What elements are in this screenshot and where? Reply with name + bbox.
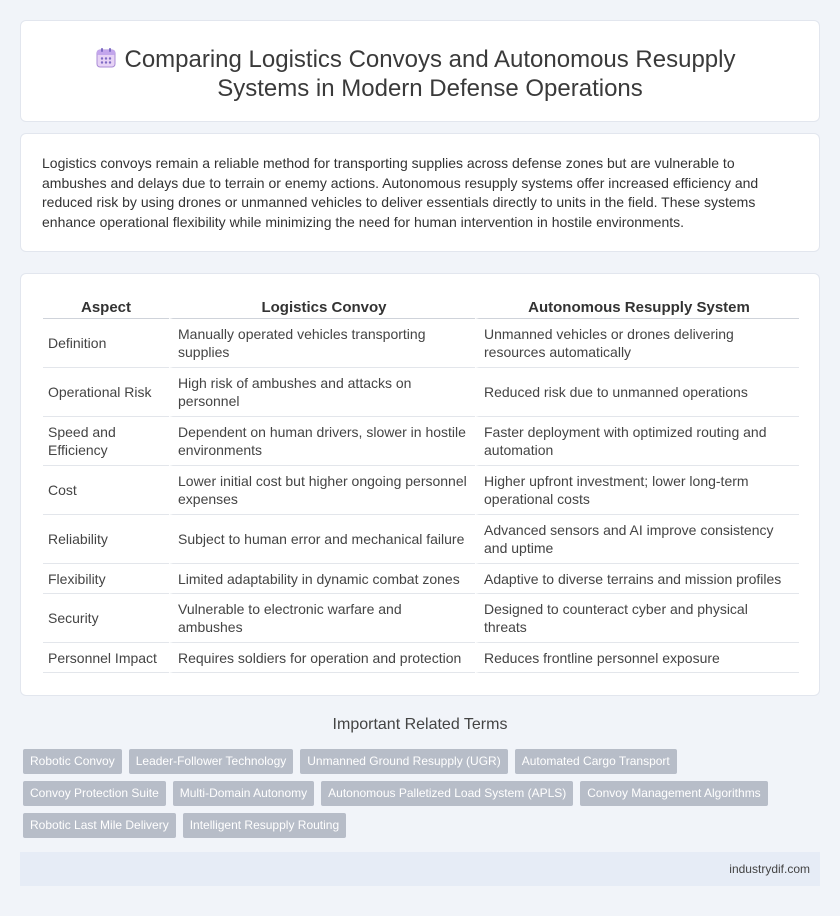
convoy-cell: Subject to human error and mechanical failure bbox=[169, 515, 475, 564]
related-term-tag[interactable]: Intelligent Resupply Routing bbox=[183, 813, 346, 838]
table-row bbox=[43, 515, 799, 564]
related-term-tag[interactable]: Multi-Domain Autonomy bbox=[173, 781, 314, 806]
comparison-table bbox=[43, 296, 799, 673]
related-term-tag[interactable]: Autonomous Palletized Load System (APLS) bbox=[321, 781, 573, 806]
footer-site-label[interactable]: industrydif.com bbox=[729, 862, 810, 876]
table-row bbox=[43, 564, 799, 594]
aspect-cell: Operational Risk bbox=[43, 368, 169, 417]
aspect-cell: Security bbox=[43, 594, 169, 643]
table-header-row bbox=[43, 296, 799, 319]
tag-row bbox=[23, 749, 783, 781]
tag-row bbox=[23, 813, 783, 845]
title-card bbox=[20, 20, 820, 122]
column-header-aspect: Aspect bbox=[43, 296, 169, 319]
aspect-cell: Personnel Impact bbox=[43, 643, 169, 673]
aspect-cell: Reliability bbox=[43, 515, 169, 564]
autonomous-cell: Faster deployment with optimized routing and automation bbox=[475, 417, 799, 466]
intro-paragraph: Logistics convoys remain a reliable method for transporting supplies across defense zones but are vulnerable to ambushes and delays due to terrain or enemy actions. Autonomous resupply systems offer increased efficiency and reduced risk by using drones or unmanned vehicles to deliver essentials directly to units in the field. These systems enhance operational flexibility while minimizing the need for human intervention in hostile environments. bbox=[42, 155, 759, 230]
column-header-convoy: Logistics Convoy bbox=[169, 296, 475, 319]
related-terms-list bbox=[23, 749, 783, 845]
related-term-tag[interactable]: Leader-Follower Technology bbox=[129, 749, 294, 774]
table-row bbox=[43, 319, 799, 368]
convoy-cell: High risk of ambushes and attacks on personnel bbox=[169, 368, 475, 417]
convoy-cell: Requires soldiers for operation and protection bbox=[169, 643, 475, 673]
aspect-cell: Flexibility bbox=[43, 564, 169, 594]
table-row bbox=[43, 594, 799, 643]
convoy-cell: Lower initial cost but higher ongoing personnel expenses bbox=[169, 466, 475, 515]
autonomous-cell: Unmanned vehicles or drones delivering resources automatically bbox=[475, 319, 799, 368]
footer bbox=[20, 852, 820, 886]
aspect-cell: Speed and Efficiency bbox=[43, 417, 169, 466]
related-term-tag[interactable]: Convoy Management Algorithms bbox=[580, 781, 767, 806]
aspect-cell: Cost bbox=[43, 466, 169, 515]
convoy-cell: Manually operated vehicles transporting supplies bbox=[169, 319, 475, 368]
related-term-tag[interactable]: Automated Cargo Transport bbox=[515, 749, 677, 774]
autonomous-cell: Reduces frontline personnel exposure bbox=[475, 643, 799, 673]
convoy-cell: Dependent on human drivers, slower in hostile environments bbox=[169, 417, 475, 466]
related-term-tag[interactable]: Unmanned Ground Resupply (UGR) bbox=[300, 749, 507, 774]
autonomous-cell: Reduced risk due to unmanned operations bbox=[475, 368, 799, 417]
autonomous-cell: Advanced sensors and AI improve consistency and uptime bbox=[475, 515, 799, 564]
table-row bbox=[43, 368, 799, 417]
column-header-autonomous: Autonomous Resupply System bbox=[475, 296, 799, 319]
tag-row bbox=[23, 781, 783, 813]
intro-card bbox=[20, 133, 820, 252]
autonomous-cell: Designed to counteract cyber and physical threats bbox=[475, 594, 799, 643]
table-row bbox=[43, 417, 799, 466]
autonomous-cell: Higher upfront investment; lower long-term operational costs bbox=[475, 466, 799, 515]
related-term-tag[interactable]: Robotic Convoy bbox=[23, 749, 122, 774]
related-term-tag[interactable]: Convoy Protection Suite bbox=[23, 781, 166, 806]
related-term-tag[interactable]: Robotic Last Mile Delivery bbox=[23, 813, 176, 838]
convoy-cell: Limited adaptability in dynamic combat zones bbox=[169, 564, 475, 594]
table-row bbox=[43, 643, 799, 673]
autonomous-cell: Adaptive to diverse terrains and mission profiles bbox=[475, 564, 799, 594]
table-row bbox=[43, 466, 799, 515]
related-terms-heading: Important Related Terms bbox=[332, 716, 508, 733]
comparison-card bbox=[20, 273, 820, 696]
convoy-cell: Vulnerable to electronic warfare and ambushes bbox=[169, 594, 475, 643]
aspect-cell: Definition bbox=[43, 319, 169, 368]
page-title: Comparing Logistics Convoys and Autonomous Resupply Systems in Modern Defense Operations bbox=[124, 46, 736, 102]
